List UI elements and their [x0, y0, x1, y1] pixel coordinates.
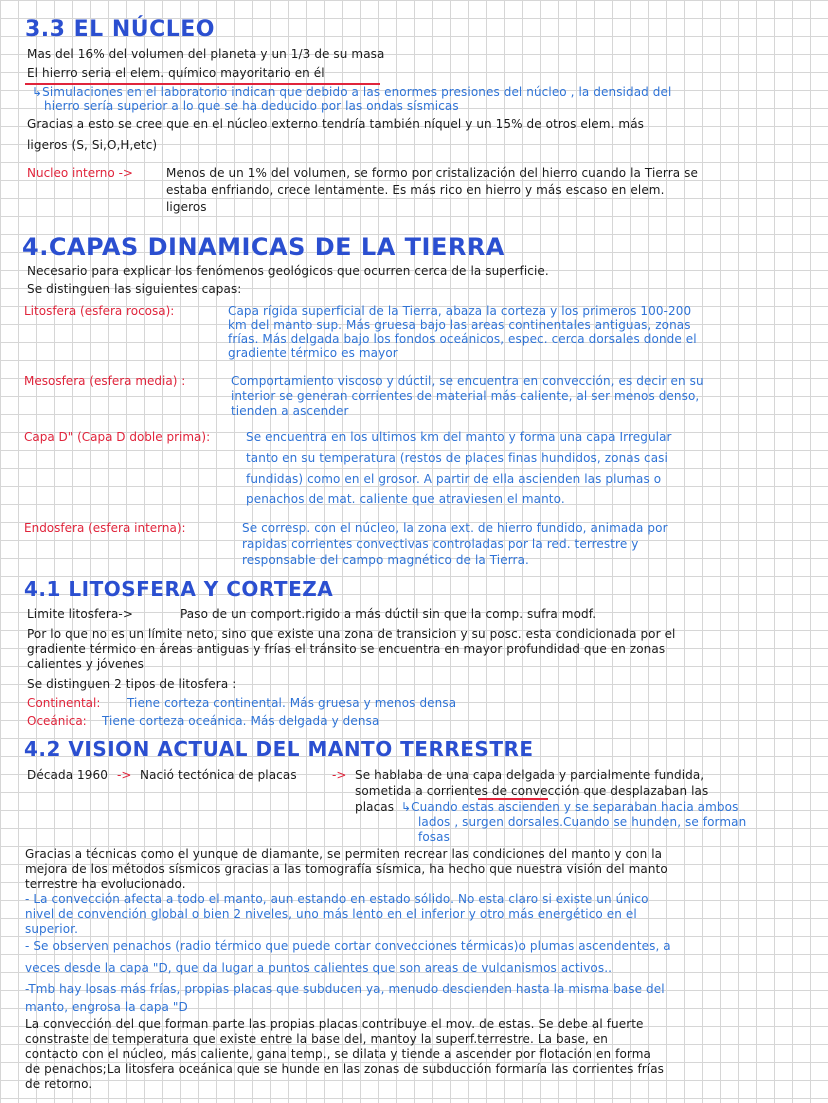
line: Gracias a esto se cree que en el núcleo externo tendría también níquel y un 15% de otros elem. más: [27, 117, 645, 131]
line: frías. Más delgada bajo los fondos oceánicos, espec. cerca dorsales donde el: [228, 332, 697, 346]
line: Se encuentra en los ultimos km del manto y forma una capa Irregular: [246, 430, 672, 444]
line: placas: [355, 800, 395, 814]
line: lados , surgen dorsales.Cuando se hunden, se forman: [418, 815, 747, 829]
line: km del manto sup. Más gruesa bajo las areas continentales antiguas, zonas: [228, 318, 691, 332]
heading-4-2: 4.2 VISION ACTUAL DEL MANTO TERRESTRE: [24, 737, 534, 761]
line: - Se observen penachos (radio térmico que puede cortar convecciones térmicas)o plumas ascendentes, a: [25, 939, 671, 953]
term-continental: Continental:: [27, 696, 101, 710]
line: Comportamiento viscoso y dúctil, se encuentra en convección, es decir en su: [231, 374, 704, 388]
heading-4-1: 4.1 LITOSFERA Y CORTEZA: [24, 577, 334, 601]
line: tanto en su temperatura (restos de places finas hundidos, zonas casi: [246, 451, 668, 465]
term-capa-d: Capa D" (Capa D doble prima):: [24, 430, 211, 444]
line: ligeros: [166, 200, 207, 214]
line: Mas del 16% del volumen del planeta y un 1/3 de su masa: [27, 47, 385, 61]
line: penachos de mat. caliente que atraviesen el manto.: [246, 492, 565, 506]
line: ↳Simulaciones en el laboratorio indican que debido a las enormes presiones del núcleo , la densidad del: [32, 85, 672, 99]
line: tienden a ascender: [231, 404, 349, 418]
heading-4: 4.CAPAS DINAMICAS DE LA TIERRA: [22, 233, 505, 261]
line: de penachos;La litosfera oceánica que se hunde en las zonas de subducción formaría las corrientes frías: [25, 1062, 665, 1076]
line: mejora de los métodos sísmicos gracias a las tomografía sísmica, ha hecho que nuestra visión del manto: [25, 862, 668, 876]
line: - La convección afecta a todo el manto, aun estando en estado sólido. No esta claro si existe un único: [25, 892, 649, 906]
line: manto, engrosa la capa "D: [25, 1000, 188, 1014]
line: Capa rígida superficial de la Tierra, abaza la corteza y los primeros 100-200: [228, 304, 692, 318]
line: El hierro seria el elem. químico mayoritario en él: [27, 66, 325, 80]
line: rapidas corrientes convectivas controladas por la red. terrestre y: [242, 537, 639, 551]
term-decada: Década 1960: [27, 768, 108, 782]
line: gradiente térmico es mayor: [228, 346, 398, 360]
line: responsable del campo magnético de la Tierra.: [242, 553, 529, 567]
line: Nació tectónica de placas: [140, 768, 297, 782]
term-endosfera: Endosfera (esfera interna):: [24, 521, 186, 535]
line: Menos de un 1% del volumen, se formo por cristalización del hierro cuando la Tierra se: [166, 166, 698, 180]
line: Se hablaba de una capa delgada y parcialmente fundida,: [355, 768, 705, 782]
term-mesosfera: Mesosfera (esfera media) :: [24, 374, 186, 388]
line: constraste de temperatura que existe entre la base del, mantoy la superf.terrestre. La base, en: [25, 1032, 609, 1046]
line: Tiene corteza continental. Más gruesa y menos densa: [127, 696, 457, 710]
line: -Tmb hay losas más frías, propias placas que subducen ya, menudo descienden hasta la misma base del: [25, 982, 665, 996]
line: fosas: [418, 830, 450, 844]
line: Gracias a técnicas como el yunque de diamante, se permiten recrear las condiciones del manto y con la: [25, 847, 663, 861]
line: contacto con el núcleo, más caliente, gana temp., se dilata y tiende a ascender por flotación en forma: [25, 1047, 651, 1061]
line: hierro sería superior a lo que se ha deducido por las ondas sísmicas: [44, 99, 459, 113]
line: terrestre ha evolucionado.: [25, 877, 186, 891]
term-limite: Limite litosfera->: [27, 607, 133, 621]
line: Se corresp. con el núcleo, la zona ext. de hierro fundido, animada por: [242, 521, 668, 535]
line: Paso de un comport.rigido a más dúctil sin que la comp. sufra modf.: [180, 607, 597, 621]
line: interior se generan corrientes de material más caliente, al ser menos denso,: [231, 389, 700, 403]
line: ligeros (S, Si,O,H,etc): [27, 138, 158, 152]
line: calientes y jóvenes: [27, 657, 144, 671]
line: Se distinguen las siguientes capas:: [27, 282, 242, 296]
line: superior.: [25, 922, 79, 936]
line: Tiene corteza oceánica. Más delgada y densa: [102, 714, 380, 728]
line: gradiente térmico en áreas antiguas y frías el tránsito se encuentra en mayor profundidad que en zonas: [27, 642, 666, 656]
line: nivel de convención global o bien 2 niveles, uno más lento en el inferior y otro más energético en el: [25, 907, 637, 921]
line: estaba enfriando, crece lentamente. Es más rico en hierro y más escaso en elem.: [166, 183, 665, 197]
term-litosfera: Litosfera (esfera rocosa):: [24, 304, 175, 318]
term-oceanica: Oceánica:: [27, 714, 87, 728]
line: fundidas) como en el grosor. A partir de ella ascienden las plumas o: [246, 472, 662, 486]
heading-3-3: 3.3 EL NÚCLEO: [25, 17, 216, 42]
line: Por lo que no es un límite neto, sino que existe una zona de transicion y su posc. esta condicionada por el: [27, 627, 676, 641]
line: Se distinguen 2 tipos de litosfera :: [27, 677, 237, 691]
line: veces desde la capa "D, que da lugar a puntos calientes que son areas de vulcanismos activos..: [25, 961, 613, 975]
line: La convección del que forman parte las propias placas contribuye el mov. de estas. Se debe al fuerte: [25, 1017, 644, 1031]
line: de retorno.: [25, 1077, 93, 1091]
line: ↳Cuando estas ascienden y se separaban hacia ambos: [401, 800, 739, 814]
line: Necesario para explicar los fenómenos geológicos que ocurren cerca de la superficie.: [27, 264, 549, 278]
term-nucleo-interno: Nucleo interno ->: [27, 166, 133, 180]
line: sometida a corrientes de convección que desplazaban las: [355, 784, 709, 798]
arrow: ->: [332, 768, 347, 782]
arrow: ->: [117, 768, 132, 782]
